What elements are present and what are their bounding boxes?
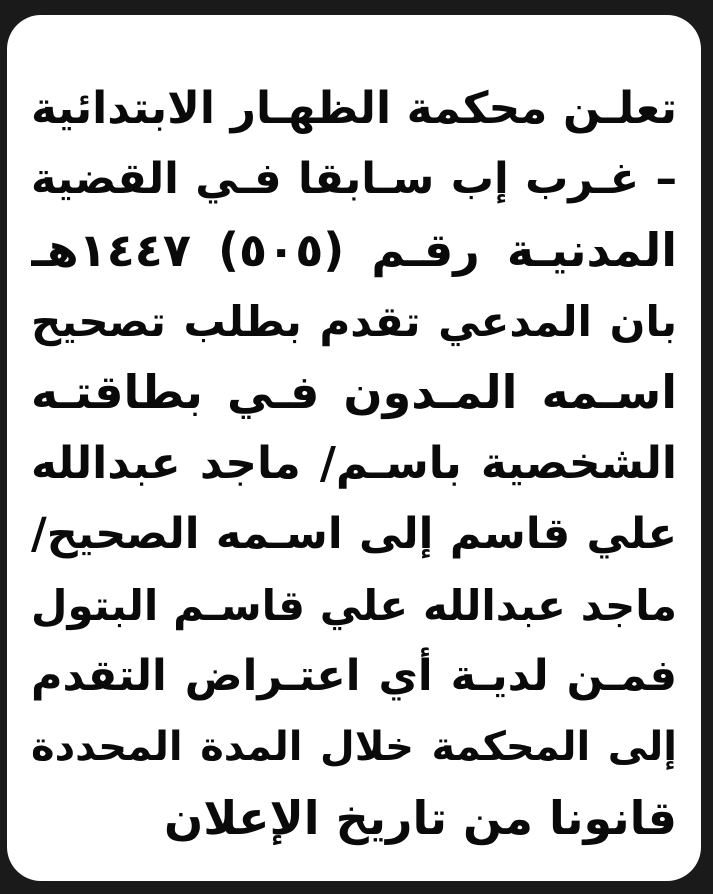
notice-line: إلى المحكمة خلال المدة المحددة [31, 724, 677, 770]
notice-line: علي قاسم إلى اسـمه الصحيح/ [31, 509, 677, 559]
notice-line: اسـمه المـدون فـي بطاقتـه [31, 365, 677, 419]
notice-line: المدنيـة رقـم (٥٠٥) ١٤٤٧هـ [31, 223, 677, 277]
notice-card [7, 15, 701, 881]
notice-line: – غـرب إب سـابقا فـي القضية [31, 154, 677, 204]
notice-line: قانونا من تاريخ الإعلان [163, 791, 677, 845]
notice-line: بان المدعي تقدم بطلب تصحيح [31, 297, 677, 346]
notice-line: تعلـن محكمة الظهـار الابتدائية [31, 83, 677, 134]
notice-line: فمـن لديـة أي اعتـراض التقدم [31, 651, 677, 701]
notice-text [31, 73, 677, 854]
notice-line: الشخصية باسـم/ ماجد عبدالله [31, 438, 677, 489]
notice-line: ماجد عبدالله علي قاسـم البتول [31, 581, 677, 630]
